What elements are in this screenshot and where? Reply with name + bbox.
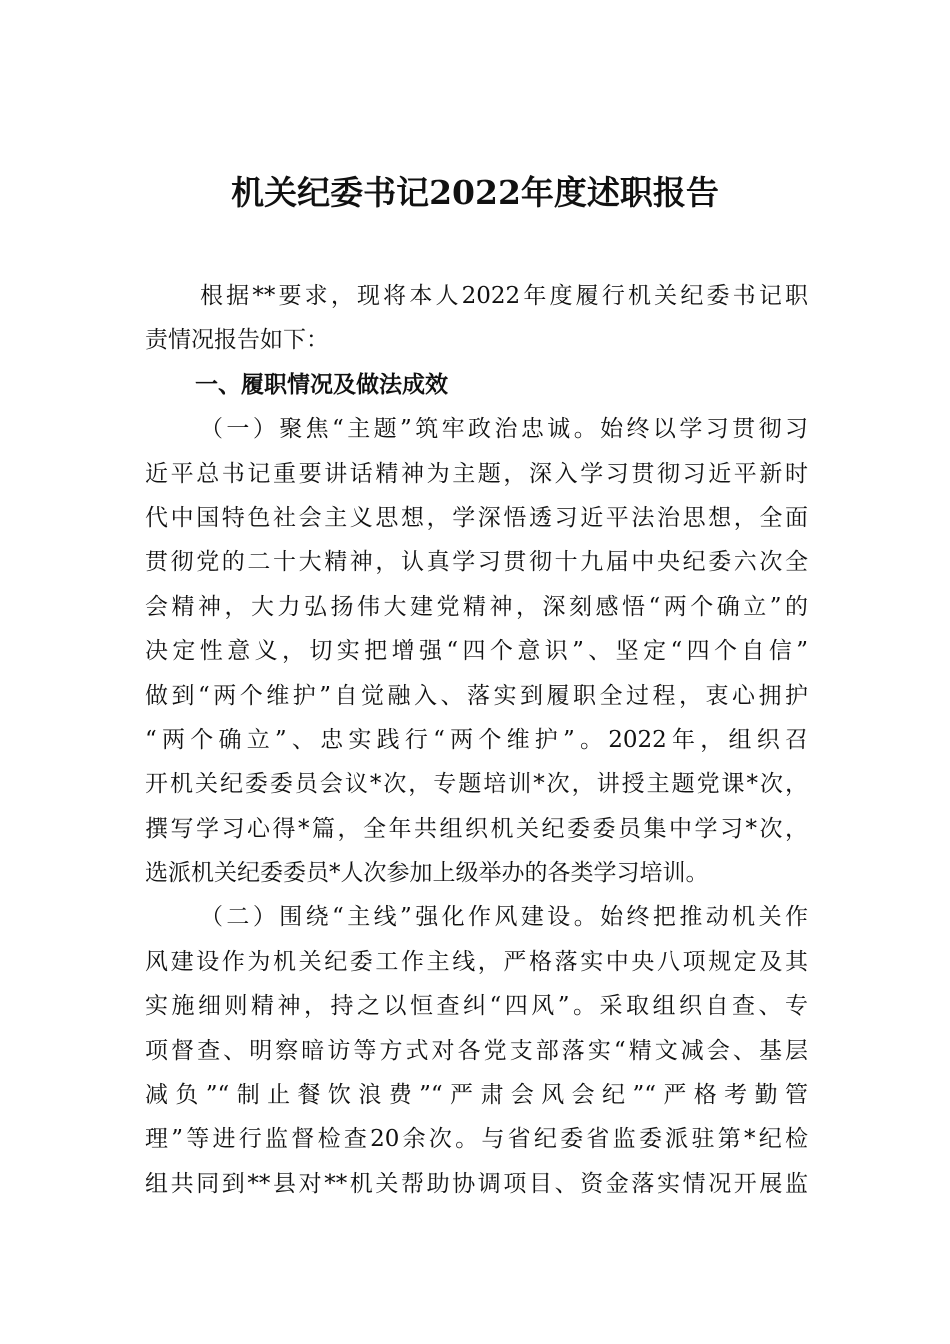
section-heading: 一、履职情况及做法成效	[195, 370, 448, 398]
paragraph-line: 开机关纪委委员会议*次，专题培训*次，讲授主题党课*次，	[145, 771, 808, 798]
paragraph-line: 代中国特色社会主义思想，学深悟透习近平法治思想，全面	[145, 504, 808, 531]
paragraph-line: 决定性意义，切实把增强“四个意识”、坚定“四个自信”	[145, 638, 808, 665]
paragraph-line: 撰写学习心得*篇，全年共组织机关纪委委员集中学习*次，	[145, 815, 808, 842]
intro-line: 根据**要求，现将本人2022年度履行机关纪委书记职	[200, 283, 808, 309]
paragraph-line: 理”等进行监督检查20余次。与省纪委省监委派驻第*纪检	[145, 1126, 808, 1153]
paragraph-line: 会精神，大力弘扬伟大建党精神，深刻感悟“两个确立”的	[145, 593, 808, 620]
paragraph-line: 组共同到**县对**机关帮助协调项目、资金落实情况开展监	[145, 1170, 808, 1197]
paragraph-line: 项督查、明察暗访等方式对各党支部落实“精文减会、基层	[145, 1037, 808, 1064]
paragraph-line: （一）聚焦“主题”筑牢政治忠诚。始终以学习贯彻习	[200, 416, 808, 443]
paragraph-line: “两个确立”、忠实践行“两个维护”。2022年，组织召	[145, 726, 808, 753]
paragraph-line: 贯彻党的二十大精神，认真学习贯彻十九届中央纪委六次全	[145, 549, 808, 576]
paragraph-line: 做到“两个维护”自觉融入、落实到履职全过程，衷心拥护	[145, 682, 808, 709]
intro-line: 责情况报告如下：	[145, 327, 329, 354]
paragraph-line: 近平总书记重要讲话精神为主题，深入学习贯彻习近平新时	[145, 460, 808, 487]
document-body	[145, 274, 808, 1206]
paragraph-line: （二）围绕“主线”强化作风建设。始终把推动机关作	[200, 904, 808, 931]
paragraph-line: 实施细则精神，持之以恒查纠“四风”。采取组织自查、专	[145, 993, 808, 1020]
paragraph-line: 风建设作为机关纪委工作主线，严格落实中央八项规定及其	[145, 948, 808, 975]
paragraph-line: 选派机关纪委委员*人次参加上级举办的各类学习培训。	[145, 860, 709, 887]
document-title: 机关纪委书记2022年度述职报告	[231, 173, 719, 212]
paragraph-line: 减负”“制止餐饮浪费”“严肃会风会纪”“严格考勤管	[145, 1082, 808, 1109]
